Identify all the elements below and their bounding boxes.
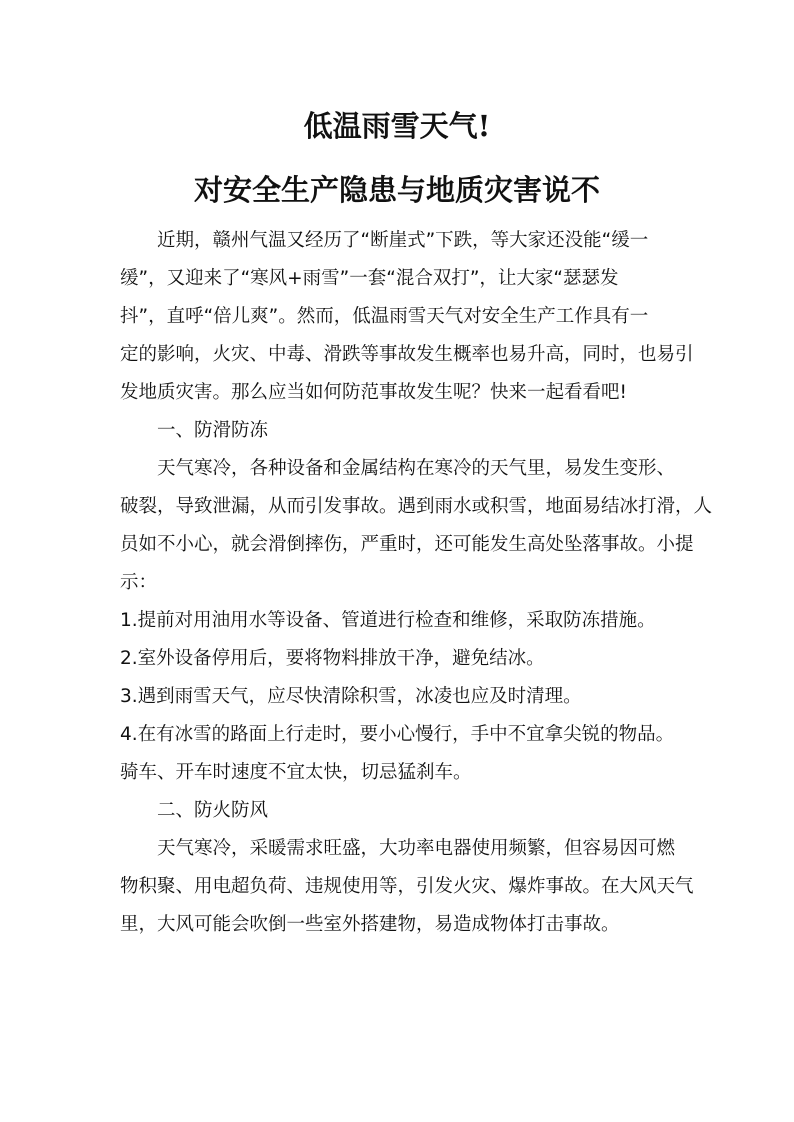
tips-list <box>120 605 690 795</box>
section1-line: 示： <box>120 572 158 593</box>
intro-line: 定的影响，火灾、中毒、滑跌等事故发生概率也易升高，同时，也易引 <box>120 344 694 365</box>
intro-paragraph <box>120 225 694 415</box>
section2-heading: 二、防火防风 <box>157 800 269 821</box>
section1-paragraph <box>120 453 713 605</box>
section2-paragraph <box>120 833 694 947</box>
intro-line: 缓”，又迎来了“寒风+雨雪”一套“混合双打”，让大家“瑟瑟发 <box>120 268 619 289</box>
tip-item: 骑车、开车时速度不宜太快，切忌猛刹车。 <box>120 762 472 783</box>
section1-heading: 一、防滑防冻 <box>157 420 269 441</box>
section2-line: 里，大风可能会吹倒一些室外搭建物，易造成物体打击事故。 <box>120 914 620 935</box>
tip-item: 1.提前对用油用水等设备、管道进行检查和维修，采取防冻措施。 <box>120 610 656 631</box>
intro-line: 抖”，直呼“倍儿爽”。然而，低温雨雪天气对安全生产工作具有一 <box>120 306 649 327</box>
section1-line: 员如不小心，就会滑倒摔伤，严重时，还可能发生高处坠落事故。小提 <box>120 534 694 555</box>
section2-line: 天气寒冷，采暖需求旺盛，大功率电器使用频繁，但容易因可燃 <box>157 838 676 859</box>
section1-line: 天气寒冷，各种设备和金属结构在寒冷的天气里，易发生变形、 <box>157 458 676 479</box>
section2-line: 物积聚、用电超负荷、违规使用等，引发火灾、爆炸事故。在大风天气 <box>120 876 694 897</box>
document-title-line2: 对安全生产隐患与地质灾害说不 <box>193 173 600 207</box>
tip-item: 4.在有冰雪的路面上行走时，要小心慢行，手中不宜拿尖锐的物品。 <box>120 724 675 745</box>
tip-item: 3.遇到雨雪天气，应尽快清除积雪，冰凌也应及时清理。 <box>120 686 582 707</box>
tip-item: 2.室外设备停用后，要将物料排放干净，避免结冰。 <box>120 648 545 669</box>
intro-line: 近期，赣州气温又经历了“断崖式”下跌，等大家还没能“缓一 <box>157 230 649 251</box>
document-body <box>120 225 713 947</box>
intro-line: 发地质灾害。那么应当如何防范事故发生呢？快来一起看看吧! <box>120 382 627 403</box>
section1-line: 破裂，导致泄漏，从而引发事故。遇到雨水或积雪，地面易结冰打滑，人 <box>120 496 713 517</box>
document-title-line1: 低温雨雪天气! <box>303 109 491 143</box>
